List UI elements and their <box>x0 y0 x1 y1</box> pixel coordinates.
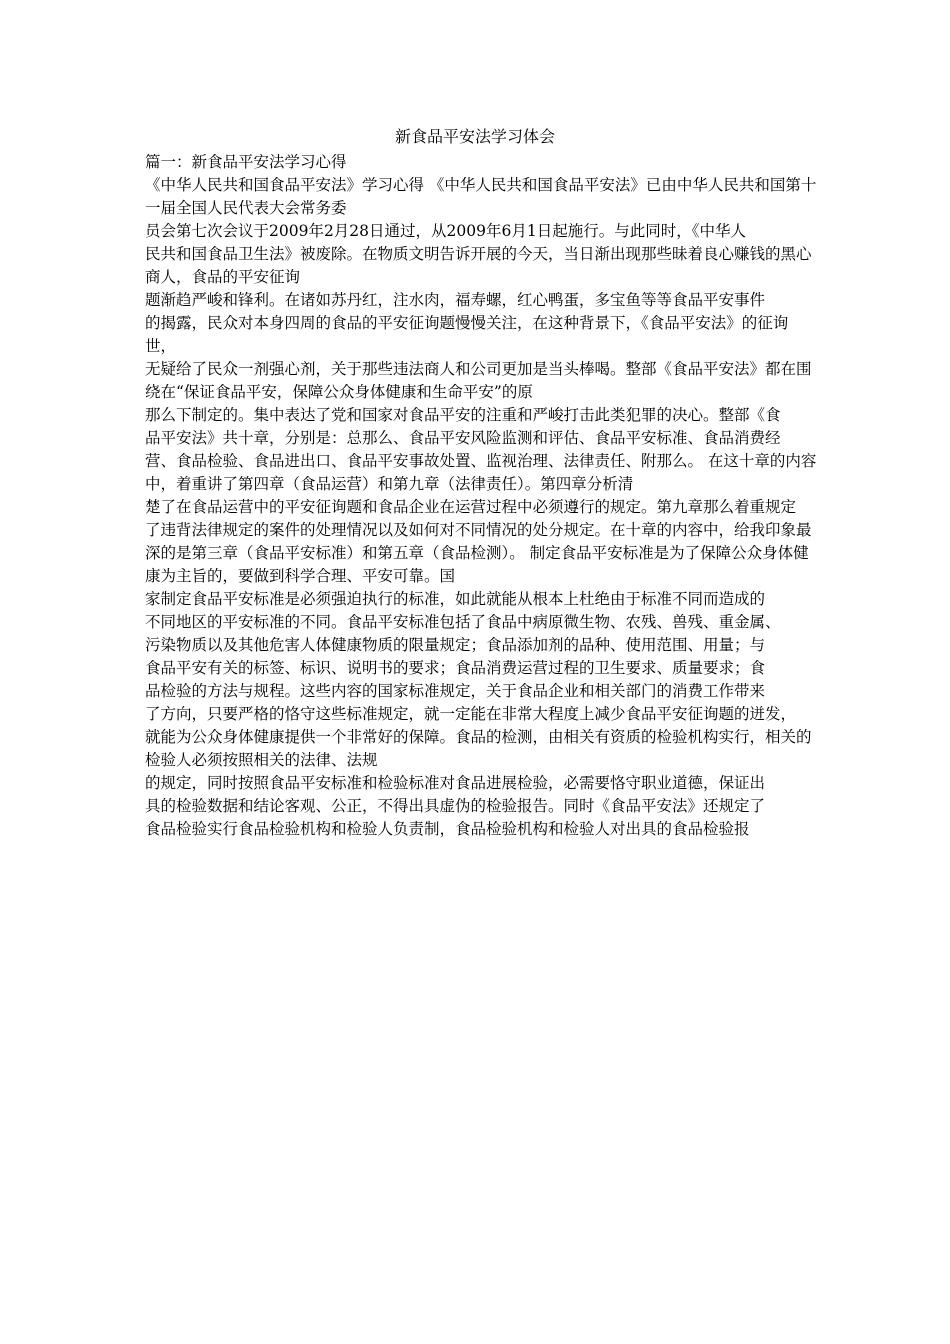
text-line: 员会第七次会议于2009年2月28日通过，从2009年6月1日起施行。与此同时，《中华人 <box>145 222 746 240</box>
text-line: 家制定食品平安标准是必须强迫执行的标准，如此就能从根本上杜绝由于标准不同而造成的 <box>145 590 766 608</box>
text-line: 题渐趋严峻和锋利。在诸如苏丹红，注水肉，福寿螺，红心鸭蛋，多宝鱼等等食品平安事件 <box>145 291 766 309</box>
text-line: 的揭露，民众对本身四周的食品的平安征询题慢慢关注，在这种背景下，《食品平安法》的征询世， <box>145 314 789 355</box>
text-line: 营、食品检验、食品进出口、食品平安事故处置、监视治理、法律责任、附那么。 在这十章的内容中，着重讲了第四章（食品运营）和第九章（法律责任）。第四章分析清 <box>145 452 817 493</box>
text-line: 污染物质以及其他危害人体健康物质的限量规定；食品添加剂的品种、使用范围、用量；与 <box>145 636 766 654</box>
text-line: 了方向，只要严格的恪守这些标准规定，就一定能在非常大程度上减少食品平安征询题的迸发， <box>145 705 797 723</box>
text-line: 品平安法》共十章，分别是：总那么、食品平安风险监测和评估、食品平安标准、食品消费经 <box>145 429 781 447</box>
text-line: 民共和国食品卫生法》被废除。在物质文明告诉开展的今天，当日渐出现那些昧着良心赚钱的黑心商人，食品的平安征询 <box>145 245 812 286</box>
text-line: 就能为公众身体健康提供一个非常好的保障。食品的检测，由相关有资质的检验机构实行，相关的检验人必须按照相关的法律、法规 <box>145 728 812 769</box>
text-line: 楚了在食品运营中的平安征询题和食品企业在运营过程中必须遵行的规定。第九章那么着重规定 <box>145 498 797 516</box>
text-line: 无疑给了民众一剂强心剂，关于那些违法商人和公司更加是当头棒喝。整部《食品平安法》都在围绕在“保证食品平安，保障公众身体健康和生命平安”的原 <box>145 360 812 401</box>
text-line: 那么下制定的。集中表达了党和国家对食品平安的注重和严峻打击此类犯罪的决心。整部《食 <box>145 406 781 424</box>
text-line: 不同地区的平安标准的不同。食品平安标准包括了食品中病原微生物、农残、兽残、重金属、 <box>145 613 781 631</box>
text-line: 食品平安有关的标签、标识、说明书的要求；食品消费运营过程的卫生要求、质量要求；食 <box>145 659 766 677</box>
text-line: 篇一：新食品平安法学习心得 <box>145 153 347 171</box>
text-line: 具的检验数据和结论客观、公正，不得出具虚伪的检验报告。同时《食品平安法》还规定了 <box>145 797 766 815</box>
text-line: 食品检验实行食品检验机构和检验人负责制，食品检验机构和检验人对出具的食品检验报 <box>145 820 750 838</box>
text-line: 品检验的方法与规程。这些内容的国家标准规定，关于食品企业和相关部门的消费工作带来 <box>145 682 766 700</box>
text-line: 了违背法律规定的案件的处理情况以及如何对不同情况的处分规定。在十章的内容中，给我印象最深的是第三章（食品平安标准）和第五章（食品检测）。 制定食品平安标准是为了保障公众身体健康为主旨的，要做到科学合理、平安可靠。国 <box>145 521 812 585</box>
text-line: 《中华人民共和国食品平安法》学习心得 《中华人民共和国食品平安法》已由中华人民共和国第十一届全国人民代表大会常务委 <box>145 176 817 217</box>
text-line: 的规定，同时按照食品平安标准和检验标准对食品进展检验，必需要恪守职业道德，保证出 <box>145 774 766 792</box>
document-body <box>145 151 817 841</box>
document-title: 新食品平安法学习体会 <box>394 127 555 146</box>
